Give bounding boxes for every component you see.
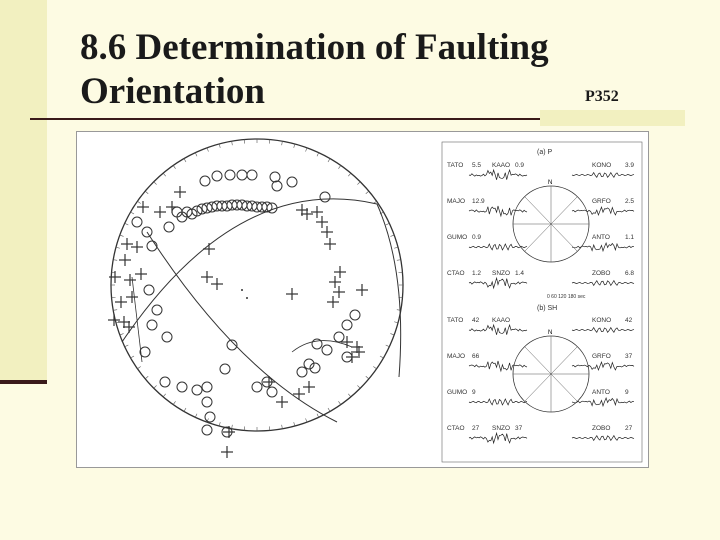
time-scale: 0 60 120 180 sec	[547, 294, 586, 300]
compression-plus	[327, 296, 339, 308]
dilatation-circle	[342, 320, 352, 330]
sh-station-mid: SNZO	[492, 425, 511, 432]
dilatation-circle	[225, 170, 235, 180]
compression-plus	[108, 314, 120, 326]
compression-plus	[115, 296, 127, 308]
nodal-plane-2	[147, 232, 337, 422]
compression-plus	[316, 216, 328, 228]
sh-station-left: MAJO	[447, 353, 466, 360]
panel-sh-label: (b) SH	[537, 305, 558, 312]
left-accent-bar-base	[0, 380, 47, 384]
compression-plus	[126, 291, 138, 303]
compression-plus	[174, 186, 186, 198]
sh-station-value: 27	[472, 425, 480, 432]
panel-p-label: (a) P	[537, 149, 553, 156]
compression-plus	[166, 201, 178, 213]
dilatation-circle	[162, 332, 172, 342]
p-station-val2: 1.4	[515, 270, 525, 277]
p-station-val3: 2.5	[625, 198, 635, 205]
dilatation-circle	[144, 285, 154, 295]
title-underline	[30, 118, 540, 120]
dilatation-circle	[200, 176, 210, 186]
p-station-left: GUMO	[447, 234, 468, 241]
p-station-value: 1.2	[472, 270, 482, 277]
compression-plus	[353, 346, 365, 358]
compression-plus	[119, 254, 131, 266]
compression-plus	[311, 206, 323, 218]
p-station-val3: 6.8	[625, 270, 635, 277]
dilatation-circle	[152, 305, 162, 315]
dilatation-circle	[252, 382, 262, 392]
dilatation-circle	[334, 332, 344, 342]
dilatation-circle	[192, 385, 202, 395]
dilatation-circle	[212, 171, 222, 181]
p-station-value: 5.5	[472, 162, 482, 169]
dilatation-circle	[202, 425, 212, 435]
dilatation-circle	[220, 364, 230, 374]
stereonet	[108, 139, 403, 458]
dilatation-circle	[247, 170, 257, 180]
compression-plus	[131, 241, 143, 253]
nodal-plane-1b	[377, 204, 401, 377]
dilatation-symbols	[132, 170, 360, 437]
dilatation-circle	[350, 310, 360, 320]
focal-mechanism-figure	[76, 131, 649, 468]
sh-station-val3: 27	[625, 425, 633, 432]
sh-station-right: KONO	[592, 317, 612, 324]
sh-station-value: 66	[472, 353, 480, 360]
dilatation-circle	[297, 367, 307, 377]
p-station-value: 0.9	[472, 234, 482, 241]
dilatation-circle	[132, 217, 142, 227]
sh-station-left: CTAO	[447, 425, 465, 432]
compression-plus	[303, 381, 315, 393]
compression-plus	[123, 321, 135, 333]
p-station-left: CTAO	[447, 270, 465, 277]
dilatation-circle	[202, 397, 212, 407]
compression-plus	[321, 226, 333, 238]
compression-plus	[334, 266, 346, 278]
waveform-panel	[442, 142, 642, 462]
p-station-val3: 3.9	[625, 162, 635, 169]
sh-station-value: 9	[472, 389, 476, 396]
nodal-plane-1	[122, 199, 377, 342]
dilatation-circle	[147, 241, 157, 251]
sh-station-right: GRFO	[592, 353, 611, 360]
compression-plus	[121, 238, 133, 250]
compression-plus	[286, 288, 298, 300]
compression-plus	[211, 278, 223, 290]
beachball-sh	[513, 330, 589, 412]
compression-plus	[356, 284, 368, 296]
dilatation-circle	[287, 177, 297, 187]
sh-station-val3: 9	[625, 389, 629, 396]
p-station-value: 12.9	[472, 198, 485, 205]
compression-plus	[137, 201, 149, 213]
compression-plus	[351, 341, 363, 353]
north-label-sh: N	[548, 330, 553, 336]
left-accent-bar	[0, 0, 47, 382]
p-station-right: KONO	[592, 162, 612, 169]
sh-station-mid: KAAO	[492, 317, 511, 324]
compression-plus	[276, 396, 288, 408]
sh-station-val3: 42	[625, 317, 633, 324]
sh-station-val3: 37	[625, 353, 633, 360]
dilatation-circle	[270, 172, 280, 182]
dilatation-circle	[237, 170, 247, 180]
dilatation-circle	[160, 377, 170, 387]
compression-plus	[135, 268, 147, 280]
sh-station-left: TATO	[447, 317, 464, 324]
compression-plus	[293, 388, 305, 400]
p-station-right: ANTO	[592, 234, 610, 241]
sh-station-right: ANTO	[592, 389, 610, 396]
north-label-p: N	[548, 180, 553, 186]
p-station-mid: KAAO	[492, 162, 511, 169]
p-station-mid: SNZO	[492, 270, 511, 277]
compression-plus	[221, 446, 233, 458]
sh-station-right: ZOBO	[592, 425, 611, 432]
dilatation-circle	[320, 192, 330, 202]
dilatation-circle	[164, 222, 174, 232]
sh-station-value: 42	[472, 317, 480, 324]
sh-station-val2: 37	[515, 425, 523, 432]
title-accent-block	[540, 110, 685, 126]
compression-plus	[154, 206, 166, 218]
compression-plus	[118, 316, 130, 328]
p-station-left: TATO	[447, 162, 464, 169]
dilatation-circle	[202, 382, 212, 392]
dilatation-circle	[322, 345, 332, 355]
beachball-p	[513, 180, 589, 262]
compression-plus	[201, 271, 213, 283]
page-reference: P352	[585, 88, 619, 105]
p-station-left: MAJO	[447, 198, 466, 205]
compression-plus	[203, 243, 215, 255]
compression-plus	[341, 336, 353, 348]
compression-plus	[324, 238, 336, 250]
p-station-right: GRFO	[592, 198, 611, 205]
compression-plus	[124, 274, 136, 286]
dilatation-circle	[140, 347, 150, 357]
p-station-right: ZOBO	[592, 270, 611, 277]
dilatation-circle	[205, 412, 215, 422]
dilatation-circle	[267, 387, 277, 397]
slide-title: 8.6 Determination of Faulting Orientation	[80, 27, 549, 112]
compression-plus	[346, 351, 358, 363]
dilatation-circle	[177, 382, 187, 392]
dilatation-circle	[147, 320, 157, 330]
dilatation-circle	[312, 339, 322, 349]
p-station-val2: 0.9	[515, 162, 525, 169]
dilatation-circle	[272, 181, 282, 191]
sh-station-left: GUMO	[447, 389, 468, 396]
p-station-val3: 1.1	[625, 234, 635, 241]
